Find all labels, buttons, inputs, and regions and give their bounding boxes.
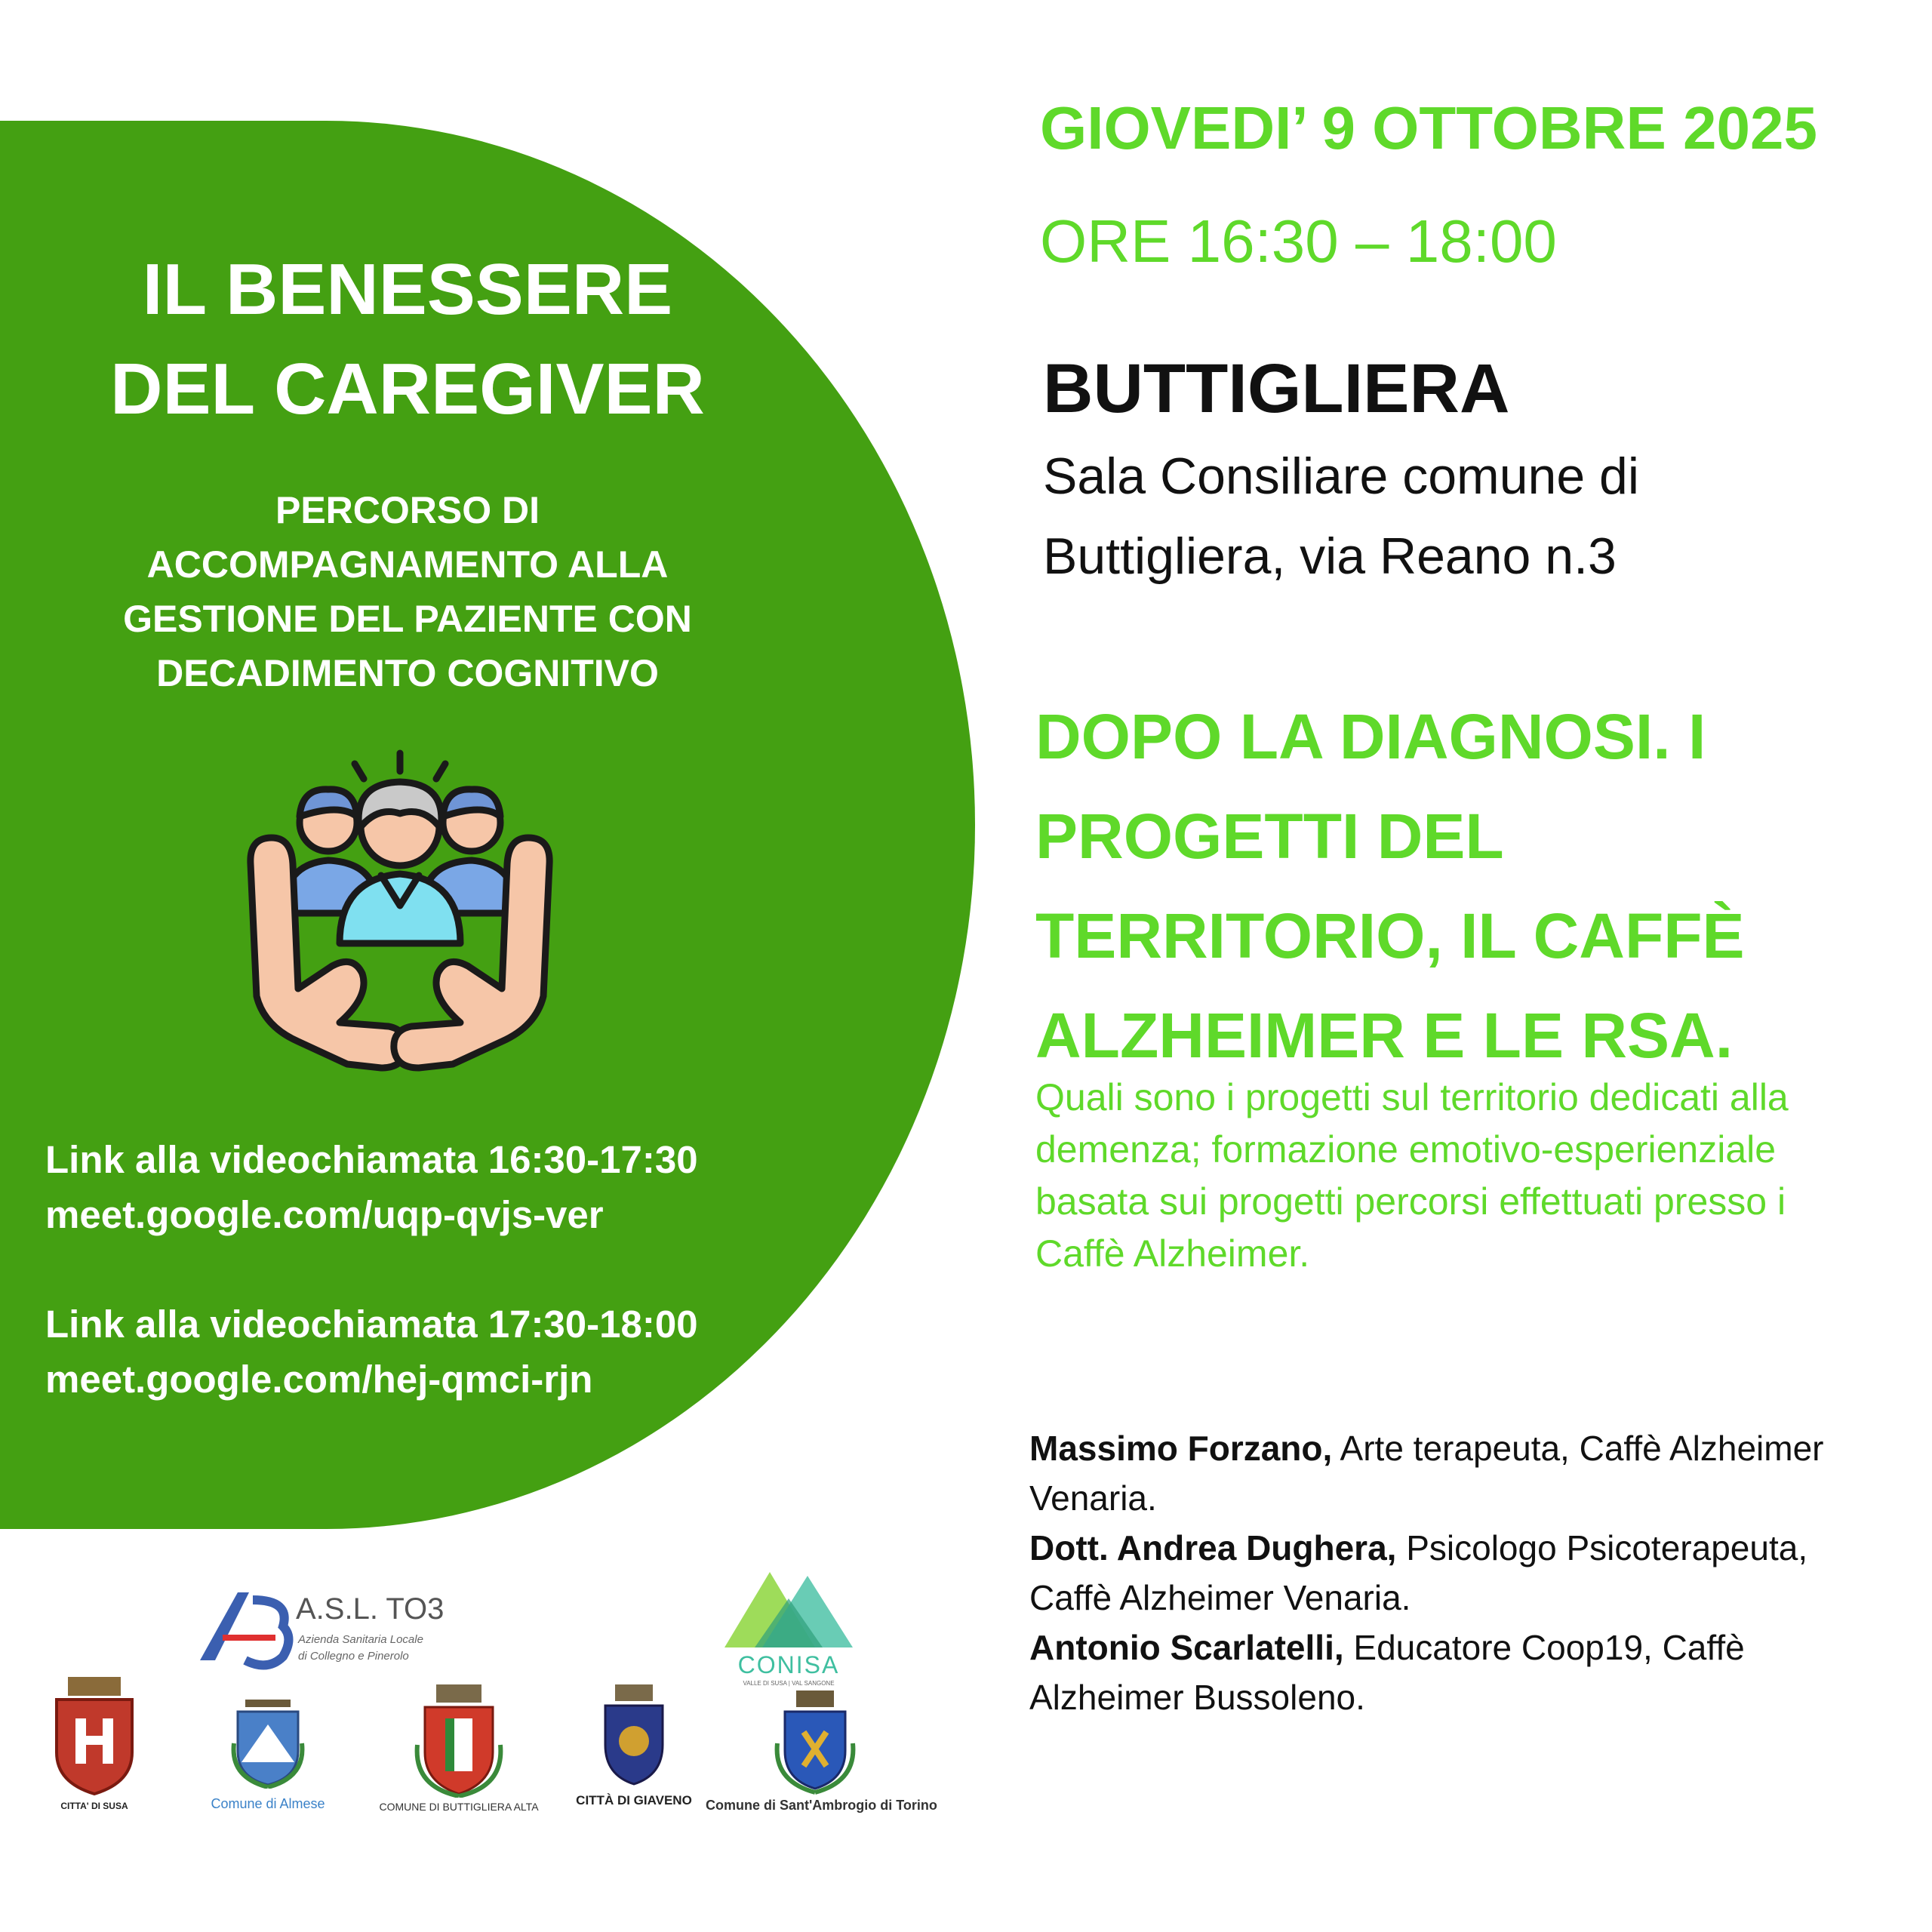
conisa-sub: VALLE DI SUSA | VAL SANGONE: [743, 1680, 835, 1687]
speakers-list: [1029, 1423, 1912, 1722]
topic-line: DOPO LA DIAGNOSI. I: [1035, 701, 1706, 772]
speaker-role: Caffè Alzheimer Venaria.: [1029, 1578, 1411, 1617]
speaker-name: Massimo Forzano,: [1029, 1429, 1333, 1468]
meet-link[interactable]: meet.google.com/hej-qmci-rjn: [45, 1358, 593, 1401]
link-label: Link alla videochiamata 16:30-17:30: [45, 1138, 698, 1181]
asl-sub: di Collegno e Pinerolo: [298, 1650, 409, 1663]
title-line: IL BENESSERE: [142, 249, 673, 330]
title-line: DEL CAREGIVER: [110, 349, 705, 429]
link-label: Link alla videochiamata 17:30-18:00: [45, 1303, 698, 1346]
susa-crest-icon: [49, 1677, 140, 1798]
subtitle: [45, 483, 770, 700]
main-title: [45, 240, 770, 439]
conisa-name: CONISA: [737, 1651, 840, 1678]
address-line: Sala Consiliare comune di: [1043, 448, 1639, 505]
asl-to3-logo-icon: [192, 1585, 298, 1675]
description-line: basata sui progetti percorsi effettuati presso i: [1035, 1180, 1786, 1223]
subtitle-line: PERCORSO DI: [275, 489, 540, 531]
susa-label: CITTA' DI SUSA: [60, 1801, 128, 1811]
topic-line: TERRITORIO, IL CAFFÈ: [1035, 900, 1745, 971]
speaker-role: Psicologo Psicoterapeuta,: [1396, 1528, 1808, 1567]
speaker-role: Venaria.: [1029, 1478, 1157, 1518]
speaker-name: Dott. Andrea Dughera,: [1029, 1528, 1397, 1567]
topic-line: ALZHEIMER E LE RSA.: [1035, 1000, 1734, 1071]
description-line: Caffè Alzheimer.: [1035, 1232, 1310, 1275]
speaker-entry: [1029, 1523, 1912, 1623]
video-link-1: [45, 1132, 875, 1242]
speaker-entry: [1029, 1423, 1912, 1523]
video-link-2: [45, 1297, 875, 1407]
subtitle-line: ACCOMPAGNAMENTO ALLA: [146, 543, 669, 586]
event-date: GIOVEDI’ 9 OTTOBRE 2025: [1040, 94, 1817, 162]
meet-link[interactable]: meet.google.com/uqp-qvjs-ver: [45, 1193, 604, 1236]
speaker-entry: [1029, 1623, 1912, 1722]
santambrogio-label: Comune di Sant'Ambrogio di Torino: [706, 1798, 937, 1813]
asl-name: A.S.L. TO3: [296, 1592, 445, 1626]
giaveno-crest-icon: [596, 1684, 672, 1790]
event-topic: [1035, 687, 1911, 1085]
speaker-role: Alzheimer Bussoleno.: [1029, 1678, 1365, 1717]
subtitle-line: GESTIONE DEL PAZIENTE CON: [123, 598, 692, 640]
speaker-name: Antonio Scarlatelli,: [1029, 1628, 1344, 1667]
topic-line: PROGETTI DEL: [1035, 801, 1504, 872]
event-time: ORE 16:30 – 18:00: [1040, 208, 1557, 275]
santambrogio-crest-icon: [774, 1690, 857, 1796]
subtitle-line: DECADIMENTO COGNITIVO: [156, 652, 659, 694]
description-line: demenza; formazione emotivo-esperienziale: [1035, 1128, 1777, 1171]
almese-crest-icon: [230, 1690, 306, 1789]
buttigliera-crest-icon: [414, 1684, 504, 1798]
giaveno-label: CITTÀ DI GIAVENO: [576, 1793, 692, 1807]
event-description: [1035, 1072, 1911, 1280]
event-address: [1043, 436, 1896, 596]
description-line: Quali sono i progetti sul territorio dedicati alla: [1035, 1076, 1789, 1118]
caregiver-hands-people-icon: [226, 724, 574, 1087]
asl-sub: Azienda Sanitaria Locale: [298, 1633, 423, 1646]
almese-label: Comune di Almese: [211, 1796, 325, 1811]
conisa-logo-icon: [724, 1568, 853, 1651]
speaker-role: Educatore Coop19, Caffè: [1343, 1628, 1745, 1667]
buttigliera-label: COMUNE DI BUTTIGLIERA ALTA: [379, 1801, 539, 1813]
event-place: BUTTIGLIERA: [1043, 350, 1510, 427]
speaker-role: Arte terapeuta, Caffè Alzheimer: [1332, 1429, 1824, 1468]
address-line: Buttigliera, via Reano n.3: [1043, 528, 1617, 585]
